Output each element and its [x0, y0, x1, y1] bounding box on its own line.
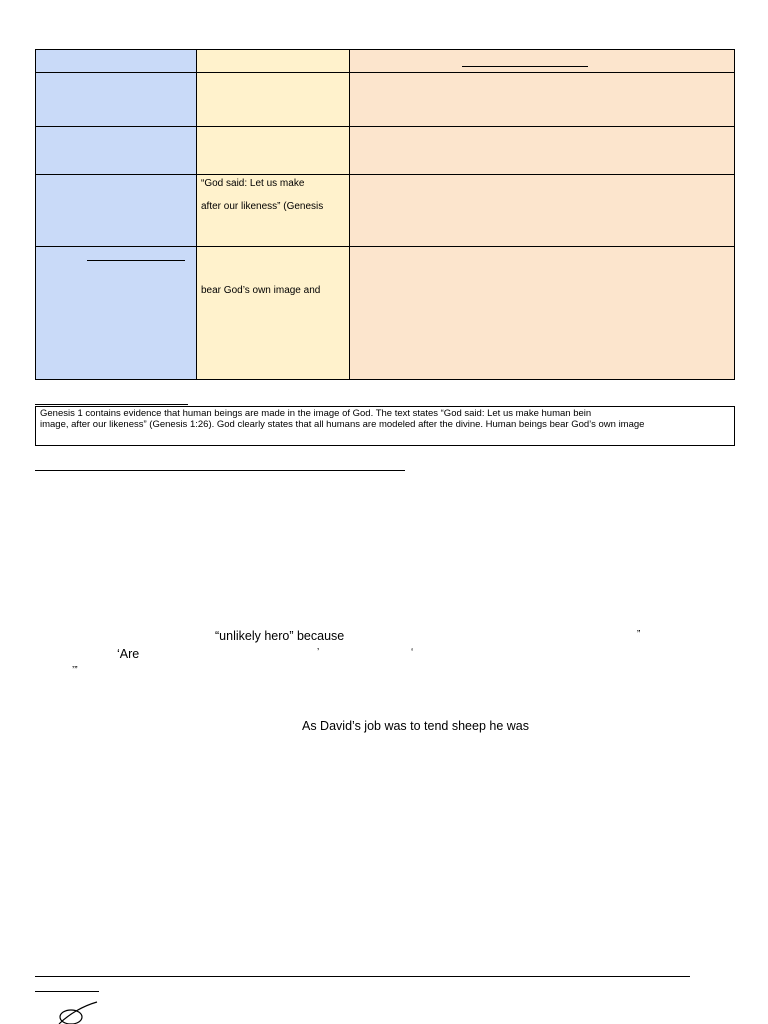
table-cell — [36, 127, 197, 175]
footnote-rule — [35, 976, 690, 977]
table-cell — [350, 247, 735, 380]
table-cell — [197, 73, 350, 127]
header-cell-2 — [197, 50, 350, 73]
header-cell-1 — [36, 50, 197, 73]
cell-text: bear God’s own image and — [201, 285, 321, 296]
table-cell — [350, 73, 735, 127]
cell-underline — [87, 260, 185, 261]
text-fragment: ‘Are — [117, 647, 140, 661]
table-cell — [350, 175, 735, 247]
cell-text: after our likeness” (Genesis — [201, 201, 324, 212]
content-table — [35, 49, 735, 380]
table-cell — [197, 247, 350, 380]
paragraph-line: Genesis 1 contains evidence that human beings are made in the image of God. The text states “God said: Let us make human bein — [40, 408, 592, 419]
table-cell — [350, 127, 735, 175]
paragraph-line: image, after our likeness” (Genesis 1:26). God clearly states that all humans are modeled after the divine. Human beings bear God’s own image — [40, 419, 645, 430]
table-row — [36, 247, 735, 380]
cell-text: “God said: Let us make — [201, 178, 305, 189]
header-underline — [462, 66, 588, 67]
text-fragment: ’” — [72, 665, 78, 676]
header-cell-3 — [350, 50, 735, 73]
table-header-row — [36, 50, 735, 73]
table-cell — [36, 73, 197, 127]
table-cell — [36, 175, 197, 247]
footnote-rule-short — [35, 991, 99, 992]
signature-mark-icon — [55, 1000, 105, 1024]
table-cell — [36, 247, 197, 380]
text-fragment: As David’s job was to tend sheep he was — [302, 719, 529, 733]
table-cell — [197, 127, 350, 175]
table-row — [36, 73, 735, 127]
section-rule — [35, 470, 405, 471]
text-fragment: ‘ — [411, 647, 414, 658]
paragraph-box — [35, 406, 735, 446]
text-fragment: “unlikely hero” because — [215, 629, 345, 643]
table-row — [36, 127, 735, 175]
table-row — [36, 175, 735, 247]
table-cell — [197, 175, 350, 247]
text-fragment: ’ — [317, 647, 320, 658]
section-rule-short — [35, 404, 188, 405]
text-fragment: ” — [637, 629, 641, 640]
